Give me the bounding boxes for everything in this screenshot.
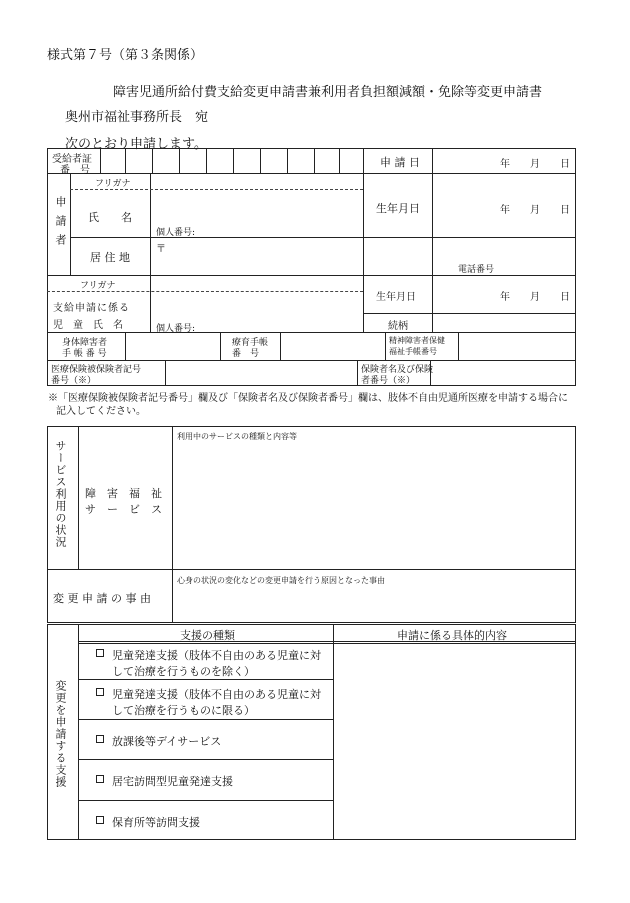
support-checkbox-1[interactable] xyxy=(96,649,104,657)
child-birth-label: 生年月日 xyxy=(376,292,416,303)
support-item-4: 居宅訪問型児童発達支援 xyxy=(112,775,233,788)
rehab-cert-label: 療育手帳 xyxy=(232,338,269,348)
support-checkbox-3[interactable] xyxy=(96,735,104,743)
support-detail-header: 申請に係る具体的内容 xyxy=(397,629,507,642)
child-name-input[interactable] xyxy=(151,292,361,330)
child-name-label: 支給申請に係る xyxy=(53,303,130,314)
applicant-name-label: 氏 名 xyxy=(88,211,132,224)
support-item-3: 放課後等デイサービス xyxy=(112,735,222,748)
relation-label: 続柄 xyxy=(388,321,408,332)
application-date-input[interactable] xyxy=(433,149,493,172)
child-personal-number-label: 個人番号: xyxy=(156,324,196,334)
form-number: 様式第７号（第３条関係） xyxy=(47,48,204,63)
applicant-address-label: 居 住 地 xyxy=(90,251,130,264)
intro-text: 次のとおり申請します。 xyxy=(65,137,207,152)
applicant-address-input[interactable] xyxy=(151,238,571,274)
support-item-2: 児童発達支援（肢体不自由のある児童に対 xyxy=(112,688,321,701)
applicant-name-input[interactable] xyxy=(151,190,361,236)
relation-input[interactable] xyxy=(433,314,575,331)
applicant-section-label: 申請者 xyxy=(54,196,67,253)
addressee: 奥州市福祉事務所長 宛 xyxy=(65,110,209,125)
support-type-header: 支援の種類 xyxy=(180,629,235,642)
support-section-label: 変更を申請する支援 xyxy=(54,680,67,788)
insurer-label: 保険者名及び保険 xyxy=(361,365,434,375)
support-checkbox-4[interactable] xyxy=(96,775,104,783)
insurance-number-label: 医療保険被保険者記号 xyxy=(51,365,142,375)
support-item-1: 児童発達支援（肢体不自由のある児童に対 xyxy=(112,649,321,662)
support-checkbox-5[interactable] xyxy=(96,816,104,824)
applicant-birth-label: 生年月日 xyxy=(376,202,420,215)
support-detail-input[interactable] xyxy=(334,644,574,838)
welfare-service-hint: 利用中のサービスの種類と内容等 xyxy=(177,432,297,441)
physical-cert-label: 身体障害者 xyxy=(62,338,108,348)
note-text: ※「医療保険被保険者記号番号」欄及び「保険者名及び保険者番号」欄は、肢体不自由児通所医療を申請する場合に xyxy=(48,393,568,404)
recipient-cert-number-input[interactable] xyxy=(101,149,363,172)
mental-cert-label: 精神障害者保健 xyxy=(389,336,445,345)
service-status-label: サービス利用の状況 xyxy=(54,440,67,548)
applicant-personal-number-label: 個人番号: xyxy=(156,228,196,238)
welfare-service-label: 障 害 福 祉 xyxy=(85,487,162,500)
support-checkbox-2[interactable] xyxy=(96,688,104,696)
application-date-label: 申 請 日 xyxy=(380,156,420,169)
change-reason-input[interactable] xyxy=(173,586,573,621)
child-furigana-label: フリガナ xyxy=(80,281,116,291)
postal-mark: 〒 xyxy=(156,244,166,255)
applicant-furigana-label: フリガナ xyxy=(95,179,131,189)
support-item-5: 保育所等訪問支援 xyxy=(112,816,200,829)
change-reason-hint: 心身の状況の変化などの変更申請を行う原因となった事由 xyxy=(177,576,385,585)
form-title: 障害児通所給付費支給変更申請書兼利用者負担額減額・免除等変更申請書 xyxy=(113,85,543,100)
change-reason-label: 変 更 申 請 の 事 由 xyxy=(53,592,151,605)
welfare-service-input[interactable] xyxy=(173,442,573,567)
phone-label: 電話番号 xyxy=(458,265,495,275)
recipient-cert-label: 受給者証 xyxy=(52,154,92,165)
